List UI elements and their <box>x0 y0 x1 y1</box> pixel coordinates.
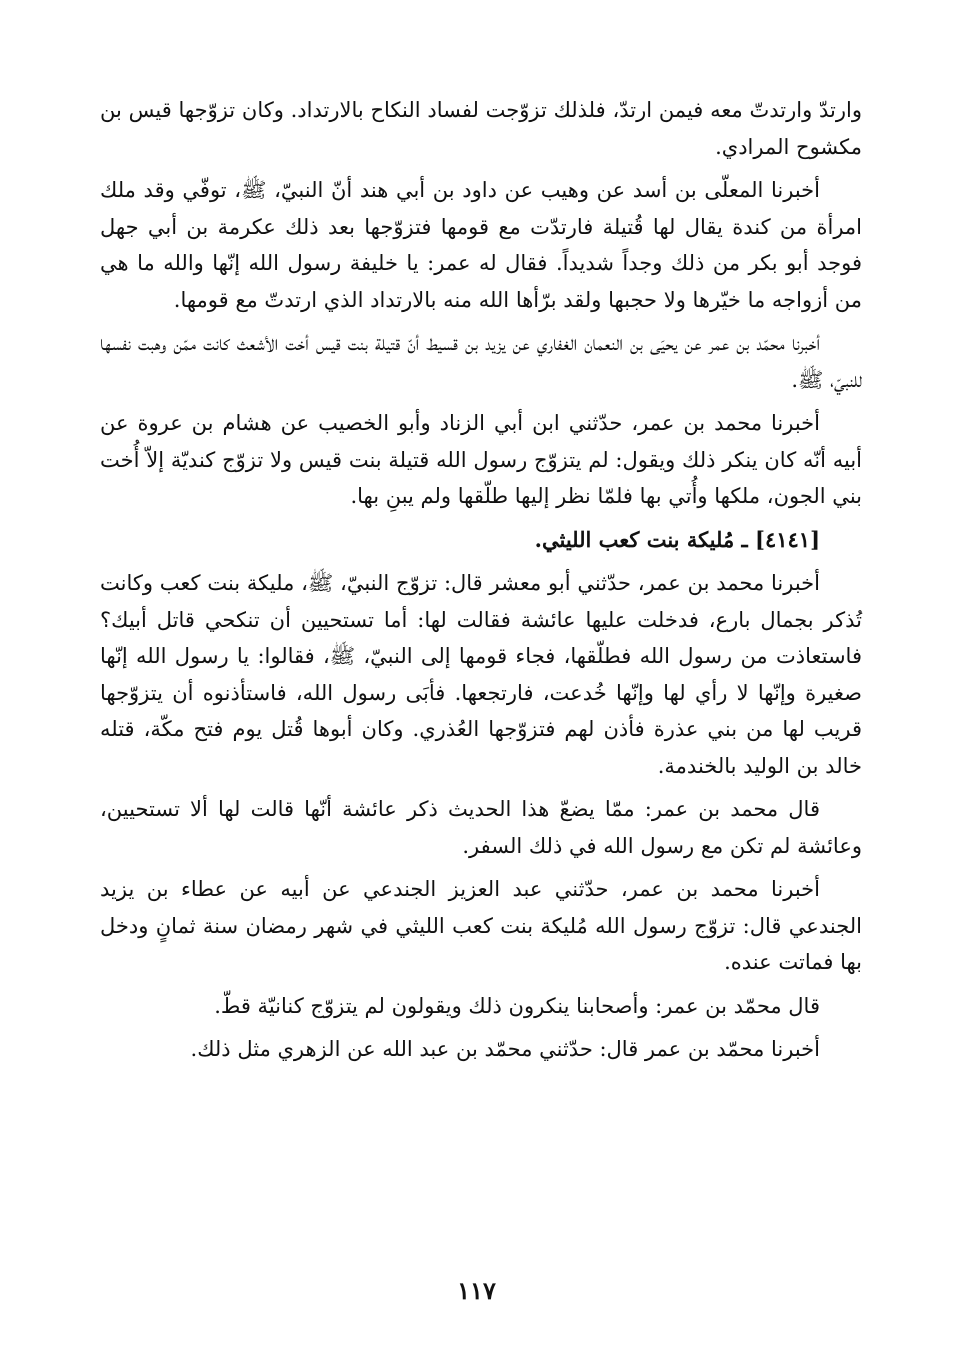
paragraph-2: أخبرنا المعلّى بن أسد عن وهيب عن داود بن أبي هند أنّ النبيّ، ﷺ، توفّي وقد ملك امرأة من كندة يقال لها قُتيلة فارتدّت مع قومها فتزوّجها بعد ذلك عكرمة بن أبي جهل فوجد أبو بكر من ذلك وجداً شديداً. فقال له عمر: يا خليفة رسول الله إنّها والله ما هي من أزواجه ما خيّرها ولا حجبها ولقد برّأها الله منه بالارتداد الذي ارتدتّ مع قومها. <box>100 178 862 312</box>
paragraph-1: وارتدّ وارتدتّ معه فيمن ارتدّ، فلذلك تزوّجت لفساد النكاح بالارتداد. وكان تزوّجها قيس بن مكشوح المرادي. <box>100 98 862 159</box>
page-number: ١١٧ <box>457 1276 496 1305</box>
paragraph-9: أخبرنا محمّد بن عمر قال: حدّثني محمّد بن عبد الله عن الزهري مثل ذلك. <box>190 1037 820 1061</box>
page-body <box>100 92 862 1075</box>
paragraph-3: أخبرنا محمّد بن عمر عن يحيَى بن النعمان الغفاري عن يزيد بن قسيط أنّ قتيلة بنت قيس أخت الأشعث كانت ممّن وهبت نفسها للنبيّ، ﷺ. <box>100 331 862 392</box>
paragraph-4: أخبرنا محمد بن عمر، حدّثني ابن أبي الزناد وأبو الخصيب عن هشام بن عروة عن أبيه أنّه كان ينكر ذلك ويقول: لم يتزوّج رسول الله قتيلة بنت قيس ولا تزوّج كنديّة إلاّ أُخت بني الجون، ملكها وأُتي بها فلمّا نظر إليها طلّقها ولم يبنِ بها. <box>100 411 862 508</box>
section-heading: [٤١٤١] ـ مُليكة بنت كعب الليثي. <box>534 526 820 552</box>
paragraph-8: قال محمّد بن عمر: وأصحابنا ينكرون ذلك ويقولون لم يتزوّج كنانيّة قطّ. <box>214 993 820 1018</box>
paragraph-6: قال محمد بن عمر: ممّا يضعّ هذا الحديث ذكر عائشة أنّها قالت لها ألا تستحيين، وعائشة لم تكن مع رسول الله في ذلك السفر. <box>100 797 862 858</box>
paragraph-7: أخبرنا محمد بن عمر، حدّثني عبد العزيز الجندعي عن أبيه عن عطاء بن يزيد الجندعي قال: تزوّج رسول الله مُليكة بنت كعب الليثي في شهر رمضان سنة ثمانٍ ودخل بها فماتت عنده. <box>100 877 862 974</box>
paragraph-5: أخبرنا محمد بن عمر، حدّثني أبو معشر قال: تزوّج النبيّ، ﷺ، مليكة بنت كعب وكانت تُذكر بجمال بارع، فدخلت عليها عائشة فقالت لها: أما تستحيين أن تنكحي قاتل أبيك؟ فاستعاذت من رسول الله فطلّقها، فجاء قومها إلى النبيّ، ﷺ، فقالوا: يا رسول الله إنّها صغيرة وإنّها لا رأي لها وإنّها خُدعت، فارتجعها. فأبَى رسول الله، فاستأذنوه أن يتزوّجها قريب لها من بني عذرة فأذن لهم فتزوّجها العُذري. وكان أبوها قُتل يوم فتح مكّة، قتله خالد بن الوليد بالخندمة. <box>100 571 862 778</box>
